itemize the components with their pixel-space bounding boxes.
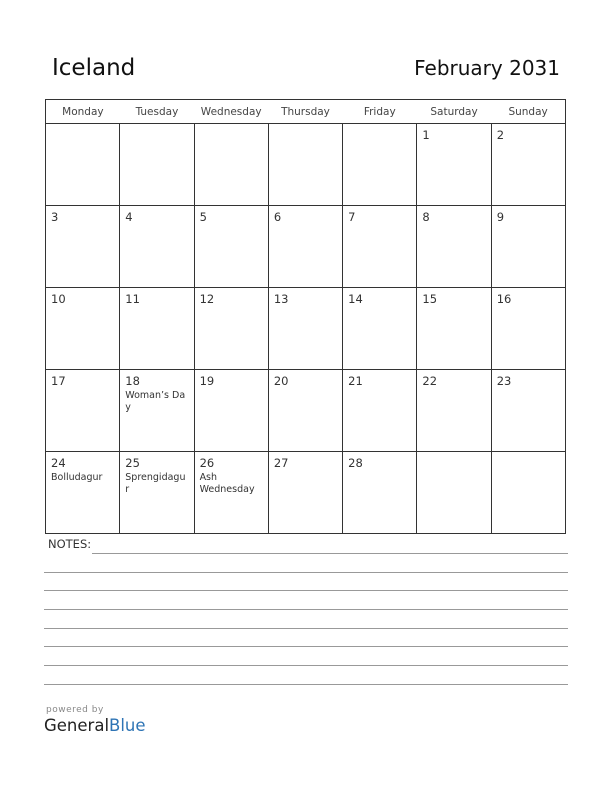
holiday-label: Bolludagur <box>51 472 103 483</box>
month-title: February 2031 <box>414 56 560 80</box>
day-cell <box>491 370 565 452</box>
weekday-saturday: Saturday <box>417 100 491 124</box>
day-cell <box>343 124 417 206</box>
day-cell <box>46 370 120 452</box>
day-cell <box>268 124 342 206</box>
day-number: 14 <box>348 292 363 306</box>
day-number: 11 <box>125 292 140 306</box>
day-number: 12 <box>199 292 215 306</box>
calendar-grid <box>45 99 566 534</box>
day-cell <box>417 288 491 370</box>
day-number: 13 <box>273 292 289 306</box>
country-title: Iceland <box>52 55 136 81</box>
day-cell <box>343 206 417 288</box>
day-cell <box>343 452 417 534</box>
weekday-tuesday: Tuesday <box>120 100 194 124</box>
weekday-friday: Friday <box>343 100 417 124</box>
day-cell <box>120 288 194 370</box>
day-number: 25 <box>125 456 140 470</box>
day-cell <box>120 206 194 288</box>
holiday-label: Woman’s Day <box>125 390 186 413</box>
day-cell <box>46 288 120 370</box>
day-number: 17 <box>51 374 66 388</box>
day-number: 5 <box>199 210 207 224</box>
day-cell <box>268 370 342 452</box>
day-cell <box>491 124 565 206</box>
day-number: 9 <box>496 210 505 224</box>
day-number: 15 <box>422 292 438 306</box>
note-line <box>44 590 568 591</box>
week-row-5 <box>46 452 566 534</box>
weekday-thursday: Thursday <box>268 100 342 124</box>
day-number: 27 <box>273 456 289 470</box>
day-cell <box>417 206 491 288</box>
powered-by-text: powered by <box>46 705 104 715</box>
holiday-label: Sprengidagur <box>125 472 186 495</box>
day-cell <box>491 206 565 288</box>
day-number: 22 <box>422 374 438 388</box>
generalblue-logo[interactable] <box>44 716 146 735</box>
day-cell <box>417 370 491 452</box>
day-cell <box>120 452 194 534</box>
notes-label: NOTES: <box>48 537 92 551</box>
day-number: 1 <box>422 128 430 142</box>
day-number: 19 <box>199 374 215 388</box>
day-cell <box>417 452 491 534</box>
day-number: 2 <box>496 128 505 142</box>
note-line <box>44 646 568 647</box>
week-row-4 <box>46 370 566 452</box>
day-cell <box>343 370 417 452</box>
weekday-monday: Monday <box>46 100 120 124</box>
day-number: 18 <box>125 374 140 388</box>
day-cell <box>194 370 268 452</box>
week-row-2 <box>46 206 566 288</box>
day-number: 24 <box>51 456 66 470</box>
day-cell <box>268 288 342 370</box>
day-number: 20 <box>273 374 289 388</box>
day-cell <box>268 206 342 288</box>
day-number: 26 <box>199 456 215 470</box>
day-number: 28 <box>348 456 363 470</box>
day-number: 10 <box>51 292 66 306</box>
day-number: 4 <box>125 210 133 224</box>
week-row-1 <box>46 124 566 206</box>
day-cell <box>194 206 268 288</box>
note-line <box>44 665 568 666</box>
day-cell <box>491 288 565 370</box>
note-line <box>44 609 568 610</box>
day-cell <box>120 124 194 206</box>
day-cell <box>194 452 268 534</box>
day-number: 6 <box>273 210 282 224</box>
weekday-wednesday: Wednesday <box>194 100 268 124</box>
day-number: 23 <box>496 374 512 388</box>
note-line <box>44 572 568 573</box>
day-cell <box>46 452 120 534</box>
day-cell <box>194 288 268 370</box>
day-number: 7 <box>348 210 356 224</box>
day-cell <box>268 452 342 534</box>
brand-general: General <box>44 716 110 735</box>
holiday-label: Ash Wednesday <box>199 472 255 495</box>
day-cell <box>46 124 120 206</box>
weekday-header-row <box>46 100 566 124</box>
note-line <box>92 553 568 554</box>
day-number: 21 <box>348 374 363 388</box>
day-number: 8 <box>422 210 430 224</box>
day-cell <box>343 288 417 370</box>
day-cell <box>46 206 120 288</box>
day-cell <box>491 452 565 534</box>
week-row-3 <box>46 288 566 370</box>
note-line <box>44 628 568 629</box>
day-number: 3 <box>51 210 59 224</box>
weekday-sunday: Sunday <box>491 100 565 124</box>
day-cell <box>194 124 268 206</box>
brand-blue: Blue <box>109 716 146 735</box>
day-cell <box>120 370 194 452</box>
day-cell <box>417 124 491 206</box>
day-number: 16 <box>496 292 512 306</box>
note-line <box>44 684 568 685</box>
